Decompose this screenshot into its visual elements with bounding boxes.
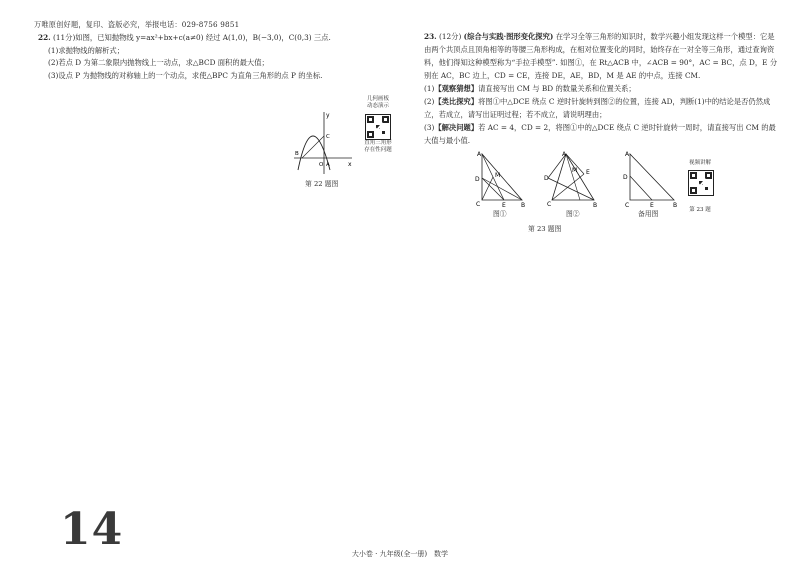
fig3-label-e: E xyxy=(650,202,654,208)
q23-fig2-caption: 图② xyxy=(566,210,580,218)
fig2-label-a: A xyxy=(562,151,567,158)
fig1-label-e: E xyxy=(502,202,506,208)
fig2-label-m: M xyxy=(572,167,578,174)
q23-item-1-text: 请直接写出 CM 与 BD 的数量关系和位置关系； xyxy=(478,84,636,93)
x-axis-label: x xyxy=(348,161,352,168)
q23-item-2-prefix: (2) xyxy=(424,97,435,106)
point-c-label: C xyxy=(326,134,330,140)
point-a-label: A xyxy=(326,162,330,168)
fig1-label-b: B xyxy=(521,202,526,208)
segment-bc xyxy=(302,136,324,158)
fig3-label-c: C xyxy=(625,202,630,208)
fig2-label-e: E xyxy=(586,169,590,176)
q23-item-3 xyxy=(424,121,778,147)
q22-stem xyxy=(38,32,388,45)
footer: 大小卷 · 九年级(全一册) 数学 xyxy=(351,550,449,558)
fig1-label-d: D xyxy=(475,176,480,183)
q23-stem-text: 在学习全等三角形的知识时，数学兴趣小组发现这样一个模型：它是由两个共顶点且顶角相等的等腰三角形构成，在相对位置变化的同时，始终存在一对全等三角形，通过查询资料，他们得知这种模型称为“手拉手模型”. 如图①，在 Rt△ACB 中，∠ACB = 90°，AC = BC，点 D，E 分别在 AC，BC 边上，CD = CE，连接 DE，AE，BD，M 是 AE 的中点，连接 CM. xyxy=(424,32,778,80)
q23-item-2 xyxy=(424,95,778,121)
q23-figure-2 xyxy=(544,150,606,208)
y-axis-label: y xyxy=(326,112,330,119)
q23-qr-bottom-label: 第 23 题 xyxy=(689,207,711,213)
q23-score: (12分) xyxy=(439,32,462,41)
q22-item-2: (2)若点 D 为第二象限内抛物线上一动点，求△BCD 面积的最大值； xyxy=(48,58,269,67)
fig3-label-d: D xyxy=(623,174,628,181)
q22-stem-text: (11分)如图，已知抛物线 y=ax²+bx+c(a≠0) 经过 A(1,0)，B(−3,0)，C(0,3) 三点. xyxy=(53,33,331,42)
q23-item-2-text: 将图①中△DCE 绕点 C 逆时针旋转到图②的位置，连接 AD，判断(1)中的结论是否仍然成立，若成立，请写出证明过程；若不成立，请说明理由； xyxy=(424,97,771,119)
origin-label: O xyxy=(319,162,324,168)
q22-figure-caption: 第 22 题图 xyxy=(305,180,339,188)
q23-item-3-prefix: (3) xyxy=(424,123,435,132)
q23-figure-caption: 第 23 题图 xyxy=(528,225,562,233)
q23-item-1 xyxy=(424,82,778,95)
q23-qr-top-label: 视频讲解 xyxy=(688,160,711,166)
q23-fig1-caption: 图① xyxy=(493,210,507,218)
question-23 xyxy=(424,30,778,147)
q23-number: 23. xyxy=(424,32,437,41)
q23-item-3-tag: 【解决问题】 xyxy=(434,123,479,132)
q23-figure-3 xyxy=(622,150,682,208)
q22-number: 22. xyxy=(38,33,51,42)
q23-item-3-text: 若 AC = 4，CD = 2，将图①中的△DCE 绕点 C 逆时针旋转一周时，请直接写出 CM 的最大值与最小值. xyxy=(424,123,776,145)
fig2-label-b: B xyxy=(593,202,598,208)
fig3-label-b: B xyxy=(673,202,678,208)
q22-qr-code-icon[interactable] xyxy=(365,114,391,140)
fig2-label-d: D xyxy=(544,175,549,182)
q22-item-1: (1)求抛物线的解析式； xyxy=(48,45,125,55)
q23-item-1-tag: 【观察猜想】 xyxy=(434,84,479,93)
q23-tag: (综合与实践·图形变化探究) xyxy=(463,32,554,41)
fig1-label-c: C xyxy=(476,201,481,208)
qr-pattern-icon xyxy=(366,115,390,139)
fig2-label-c: C xyxy=(547,201,552,208)
fig1-label-a: A xyxy=(477,151,482,158)
header-note: 万唯原创好题，复印、盗版必究，举报电话：029-8756 9851 xyxy=(34,20,240,29)
q23-item-2-tag: 【类比探究】 xyxy=(434,97,479,106)
q23-figure-1 xyxy=(472,150,532,208)
q22-qr-top-label: 几何画板 动态演示 xyxy=(366,96,389,109)
qr-pattern-icon xyxy=(689,171,713,195)
q23-fig3-caption: 备用图 xyxy=(638,210,659,218)
q22-item-3: (3)设点 P 为抛物线的对称轴上的一个动点，求使△BPC 为直角三角形的点 P 的坐标. xyxy=(48,70,323,80)
q23-stem xyxy=(424,30,778,82)
q22-parabola-figure xyxy=(290,110,356,176)
page-number: 14 xyxy=(60,504,124,555)
q23-qr-code-icon[interactable] xyxy=(688,170,714,196)
fig3-label-a: A xyxy=(625,151,630,158)
point-b-label: B xyxy=(295,151,299,157)
q23-item-1-prefix: (1) xyxy=(424,84,435,93)
question-22 xyxy=(38,32,388,82)
fig1-label-m: M xyxy=(495,172,501,179)
q22-qr-bottom-label: 直角三角形 存在性问题 xyxy=(364,140,392,153)
